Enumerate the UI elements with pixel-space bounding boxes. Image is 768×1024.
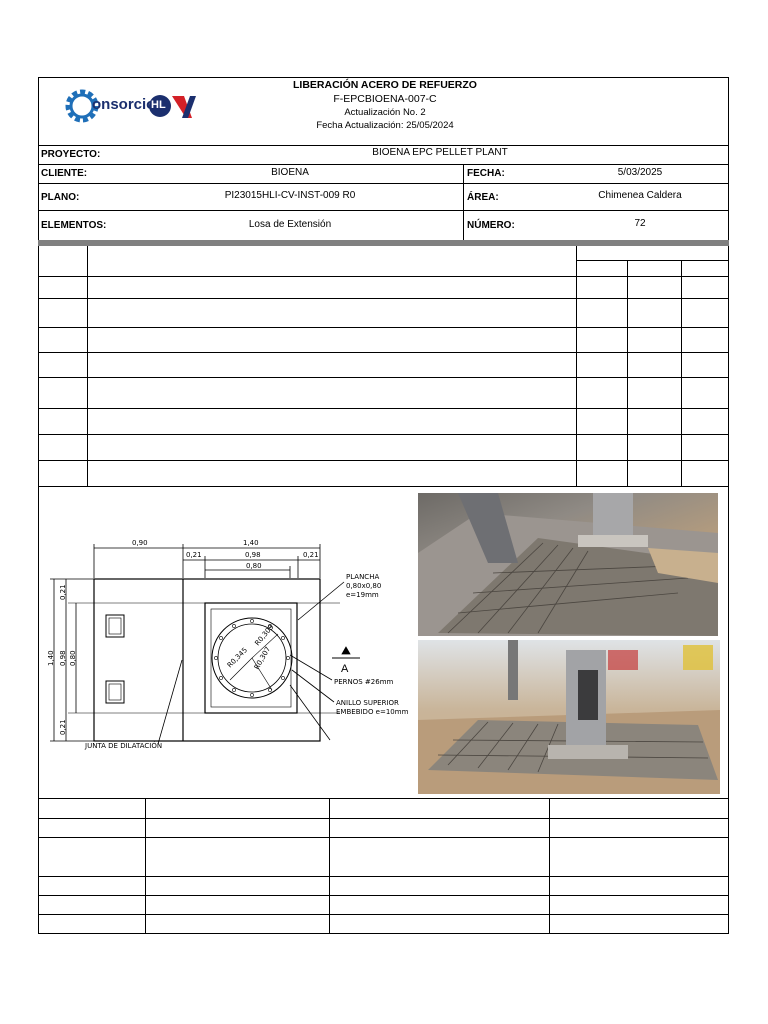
section-label: A	[341, 663, 349, 675]
pernos-label: PERNOS #26mm	[334, 678, 394, 686]
dim-098: 0,98	[245, 551, 261, 559]
fecha-value: 5/03/2025	[617, 167, 663, 178]
plan-drawing	[40, 530, 412, 762]
elementos-label: ELEMENTOS:	[41, 220, 107, 231]
proyecto-label: PROYECTO:	[41, 149, 101, 160]
plano-value: PI23015HLI-CV-INST-009 R0	[224, 190, 356, 201]
radius-1: R0,345	[225, 646, 250, 670]
left-dim-080: 0,80	[69, 650, 77, 666]
dim-021b: 0,21	[303, 551, 319, 559]
plancha-label: PLANCHA	[346, 573, 380, 581]
company-logo	[62, 86, 202, 126]
plancha-dim: 0,80x0,80	[346, 582, 382, 590]
plano-label: PLANO:	[41, 192, 80, 203]
form-update-date: Fecha Actualización: 25/05/2024	[316, 120, 454, 131]
junta-label: JUNTA DE DILATACIÓN	[85, 742, 163, 750]
dim-140: 1,40	[243, 539, 259, 547]
dim-021a: 0,21	[186, 551, 202, 559]
numero-value: 72	[634, 218, 646, 229]
cliente-value: BIOENA	[271, 167, 309, 178]
proyecto-value: BIOENA EPC PELLET PLANT	[372, 147, 508, 158]
radius-2: R0,303	[253, 623, 276, 648]
section-divider-band	[38, 240, 729, 246]
anillo-label: ANILLO SUPERIOR	[336, 699, 399, 707]
form-title-block	[200, 79, 570, 131]
area-value: Chimenea Caldera	[598, 190, 682, 201]
form-update: Actualización No. 2	[344, 107, 426, 118]
logo-hl: HL	[151, 99, 166, 111]
left-dim-140: 1,40	[47, 650, 55, 666]
dim-080: 0,80	[246, 562, 262, 570]
embebido-label: EMBEBIDO e=10mm	[336, 708, 409, 716]
plancha-thickness: e=19mm	[346, 591, 379, 599]
site-photo-top	[418, 493, 718, 636]
left-dim-021a: 0,21	[59, 584, 67, 600]
form-code: F-EPCBIOENA-007-C	[333, 93, 437, 105]
area-label: ÁREA:	[467, 192, 499, 203]
left-dim-021b: 0,21	[59, 719, 67, 735]
cliente-label: CLIENTE:	[41, 168, 88, 179]
dim-090: 0,90	[132, 539, 148, 547]
site-photo-bottom	[418, 640, 720, 794]
form-title: LIBERACIÓN ACERO DE REFUERZO	[293, 79, 477, 91]
radius-3: R0,307	[252, 645, 273, 671]
numero-label: NÚMERO:	[467, 220, 515, 231]
logo-text: onsorcio	[92, 96, 156, 113]
left-dim-098: 0,98	[59, 650, 67, 666]
fecha-label: FECHA:	[467, 168, 505, 179]
elementos-value: Losa de Extensión	[248, 219, 332, 230]
